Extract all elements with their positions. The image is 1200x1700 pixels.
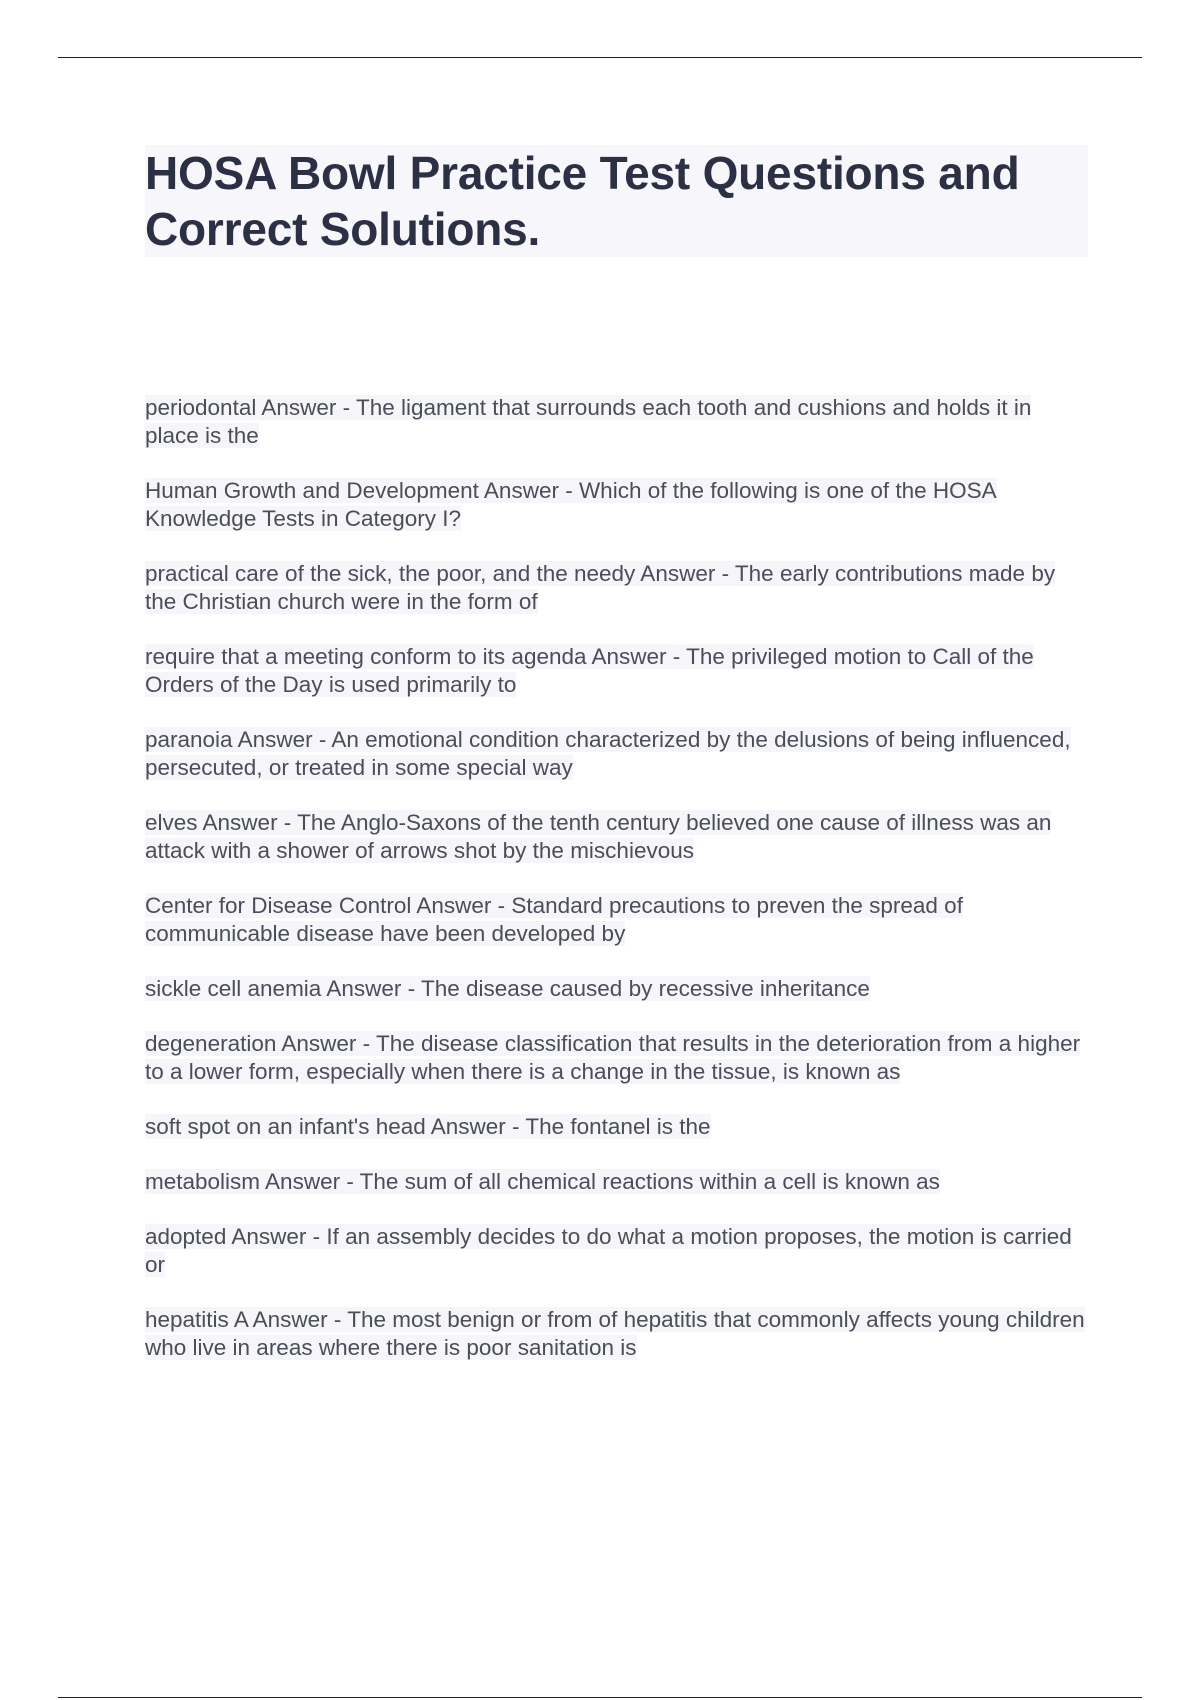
qa-item-text: paranoia Answer - An emotional condition characterized by the delusions of being influenced, persecuted, or treated in some special way bbox=[145, 727, 1071, 780]
qa-item-text: sickle cell anemia Answer - The disease caused by recessive inheritance bbox=[145, 976, 870, 1001]
qa-item-text: elves Answer - The Anglo-Saxons of the tenth century believed one cause of illness was an attack with a shower of arrows shot by the mischievous bbox=[145, 810, 1052, 863]
qa-item-text: metabolism Answer - The sum of all chemical reactions within a cell is known as bbox=[145, 1169, 940, 1194]
top-rule bbox=[58, 57, 1142, 58]
qa-item-text: require that a meeting conform to its agenda Answer - The privileged motion to Call of the Orders of the Day is used primarily to bbox=[145, 644, 1034, 697]
qa-item bbox=[145, 477, 1087, 533]
qa-list bbox=[145, 394, 1087, 1389]
qa-item-text: degeneration Answer - The disease classification that results in the deterioration from a higher to a lower form, especially when there is a change in the tissue, is known as bbox=[145, 1031, 1081, 1084]
qa-item-text: Center for Disease Control Answer - Standard precautions to preven the spread of communicable disease have been developed by bbox=[145, 893, 963, 946]
qa-item bbox=[145, 1113, 1087, 1141]
qa-item bbox=[145, 1223, 1087, 1279]
qa-item bbox=[145, 892, 1087, 948]
qa-item-text: Human Growth and Development Answer - Which of the following is one of the HOSA Knowledge Tests in Category I? bbox=[145, 478, 997, 531]
qa-item bbox=[145, 726, 1087, 782]
qa-item bbox=[145, 809, 1087, 865]
qa-item-text: hepatitis A Answer - The most benign or from of hepatitis that commonly affects young children who live in areas where there is poor sanitation is bbox=[145, 1307, 1085, 1360]
page-title: HOSA Bowl Practice Test Questions and Correct Solutions. bbox=[145, 147, 1020, 255]
qa-item-text: soft spot on an infant's head Answer - The fontanel is the bbox=[145, 1114, 711, 1139]
qa-item bbox=[145, 1168, 1087, 1196]
bottom-rule bbox=[58, 1697, 1142, 1698]
qa-item bbox=[145, 975, 1087, 1003]
qa-item bbox=[145, 560, 1087, 616]
qa-item-text: practical care of the sick, the poor, and the needy Answer - The early contributions made by the Christian church were in the form of bbox=[145, 561, 1056, 614]
qa-item-text: adopted Answer - If an assembly decides to do what a motion proposes, the motion is carried or bbox=[145, 1224, 1072, 1277]
qa-item bbox=[145, 394, 1087, 450]
qa-item-text: periodontal Answer - The ligament that surrounds each tooth and cushions and holds it in place is the bbox=[145, 395, 1032, 448]
qa-item bbox=[145, 1030, 1087, 1086]
qa-item bbox=[145, 643, 1087, 699]
qa-item bbox=[145, 1306, 1087, 1362]
